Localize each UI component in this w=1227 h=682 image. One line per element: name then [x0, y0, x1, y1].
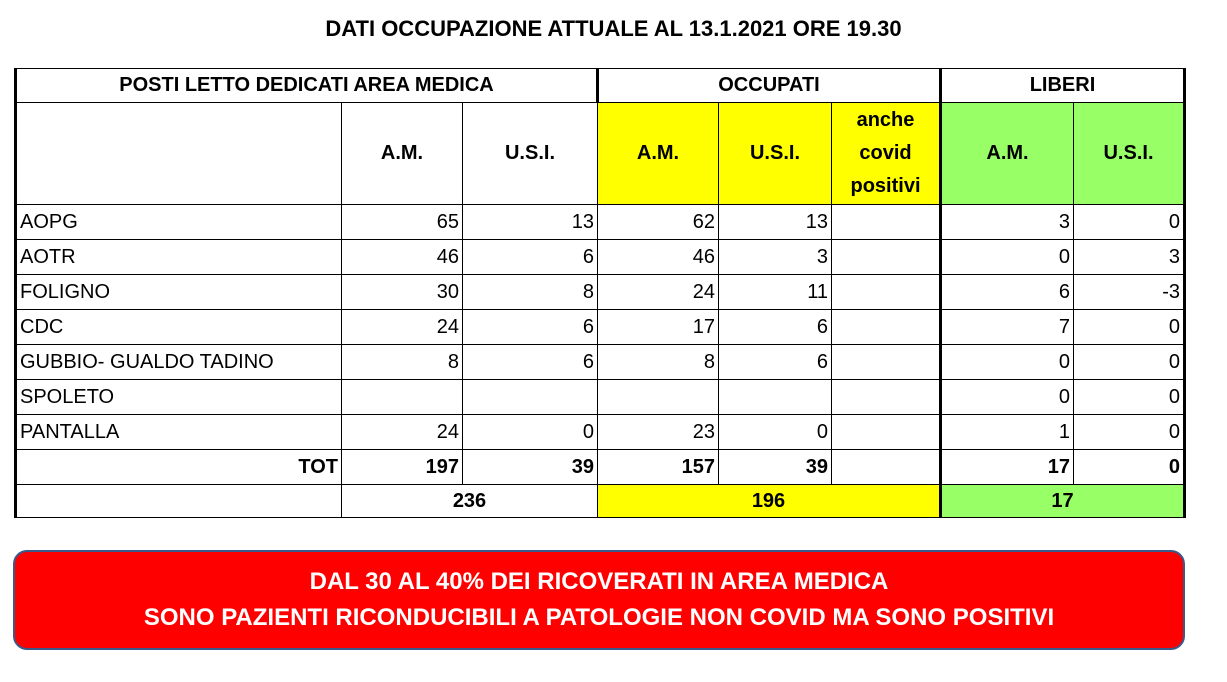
cell-lib-usi: 0 — [1074, 345, 1185, 380]
cell-oc-am: 24 — [598, 275, 719, 310]
cell-oc-usi: 13 — [719, 205, 832, 240]
row-name: FOLIGNO — [16, 275, 342, 310]
row-name: PANTALLA — [16, 415, 342, 450]
sums-row — [16, 485, 1185, 518]
cell-lib-am: 0 — [941, 380, 1074, 415]
cell-pl-am: 30 — [342, 275, 463, 310]
header-posti-letto: POSTI LETTO DEDICATI AREA MEDICA — [16, 69, 598, 103]
table-row — [16, 275, 1185, 310]
cell-pl-usi — [463, 380, 598, 415]
sum-liberi: 17 — [941, 485, 1185, 518]
total-lib-usi: 0 — [1074, 450, 1185, 485]
row-name: AOTR — [16, 240, 342, 275]
cell-oc-usi: 6 — [719, 345, 832, 380]
cell-oc-am — [598, 380, 719, 415]
cell-pl-usi: 6 — [463, 345, 598, 380]
cell-oc-covid — [832, 205, 941, 240]
table-row — [16, 205, 1185, 240]
cell-lib-usi: 3 — [1074, 240, 1185, 275]
cell-pl-usi: 8 — [463, 275, 598, 310]
cell-pl-usi: 6 — [463, 240, 598, 275]
subheader-lib-am: A.M. — [941, 103, 1074, 205]
cell-pl-am: 24 — [342, 310, 463, 345]
cell-oc-am: 8 — [598, 345, 719, 380]
table-row — [16, 345, 1185, 380]
warning-banner — [13, 550, 1185, 650]
total-lib-am: 17 — [941, 450, 1074, 485]
covid-line-3: positivi — [850, 175, 921, 197]
cell-lib-usi: 0 — [1074, 310, 1185, 345]
subheader-oc-covid — [832, 103, 941, 205]
cell-lib-am: 1 — [941, 415, 1074, 450]
row-name: CDC — [16, 310, 342, 345]
cell-oc-usi: 3 — [719, 240, 832, 275]
sum-occupati: 196 — [598, 485, 941, 518]
cell-pl-usi: 13 — [463, 205, 598, 240]
cell-lib-am: 6 — [941, 275, 1074, 310]
subheader-pl-usi: U.S.I. — [463, 103, 598, 205]
total-oc-am: 157 — [598, 450, 719, 485]
cell-oc-covid — [832, 345, 941, 380]
subheader-oc-usi: U.S.I. — [719, 103, 832, 205]
total-oc-covid — [832, 450, 941, 485]
subheader-lib-usi: U.S.I. — [1074, 103, 1185, 205]
cell-lib-usi: 0 — [1074, 205, 1185, 240]
cell-oc-covid — [832, 240, 941, 275]
cell-pl-am: 46 — [342, 240, 463, 275]
cell-pl-am: 24 — [342, 415, 463, 450]
covid-line-1: anche — [856, 109, 915, 131]
sum-posti-letto: 236 — [342, 485, 598, 518]
total-pl-usi: 39 — [463, 450, 598, 485]
cell-lib-am: 0 — [941, 240, 1074, 275]
cell-oc-usi: 6 — [719, 310, 832, 345]
covid-line-2: covid — [859, 142, 912, 164]
header-occupati: OCCUPATI — [598, 69, 941, 103]
cell-pl-usi: 0 — [463, 415, 598, 450]
cell-pl-am — [342, 380, 463, 415]
table-row — [16, 240, 1185, 275]
row-name: AOPG — [16, 205, 342, 240]
header-liberi: LIBERI — [941, 69, 1185, 103]
subheader-blank — [16, 103, 342, 205]
cell-lib-am: 7 — [941, 310, 1074, 345]
cell-oc-usi: 11 — [719, 275, 832, 310]
cell-lib-am: 0 — [941, 345, 1074, 380]
cell-pl-usi: 6 — [463, 310, 598, 345]
cell-lib-usi: 0 — [1074, 415, 1185, 450]
sums-blank — [16, 485, 342, 518]
total-oc-usi: 39 — [719, 450, 832, 485]
cell-oc-usi: 0 — [719, 415, 832, 450]
totals-label: TOT — [16, 450, 342, 485]
cell-oc-am: 23 — [598, 415, 719, 450]
table-row — [16, 310, 1185, 345]
cell-lib-usi: 0 — [1074, 380, 1185, 415]
cell-oc-covid — [832, 275, 941, 310]
cell-lib-usi: -3 — [1074, 275, 1185, 310]
occupancy-table — [14, 68, 1186, 518]
cell-oc-covid — [832, 380, 941, 415]
table-row — [16, 415, 1185, 450]
table-row — [16, 380, 1185, 415]
row-name: GUBBIO- GUALDO TADINO — [16, 345, 342, 380]
cell-oc-am: 46 — [598, 240, 719, 275]
cell-pl-am: 65 — [342, 205, 463, 240]
subheader-oc-am: A.M. — [598, 103, 719, 205]
total-pl-am: 197 — [342, 450, 463, 485]
cell-oc-covid — [832, 310, 941, 345]
subheader-pl-am: A.M. — [342, 103, 463, 205]
row-name: SPOLETO — [16, 380, 342, 415]
cell-lib-am: 3 — [941, 205, 1074, 240]
totals-row — [16, 450, 1185, 485]
cell-oc-covid — [832, 415, 941, 450]
cell-oc-usi — [719, 380, 832, 415]
cell-oc-am: 62 — [598, 205, 719, 240]
cell-pl-am: 8 — [342, 345, 463, 380]
banner-line-2: SONO PAZIENTI RICONDUCIBILI A PATOLOGIE NON COVID MA SONO POSITIVI — [143, 604, 1055, 631]
banner-line-1: DAL 30 AL 40% DEI RICOVERATI IN AREA MEDICA — [309, 568, 889, 595]
page-title: DATI OCCUPAZIONE ATTUALE AL 13.1.2021 ORE 19.30 — [325, 16, 902, 41]
cell-oc-am: 17 — [598, 310, 719, 345]
